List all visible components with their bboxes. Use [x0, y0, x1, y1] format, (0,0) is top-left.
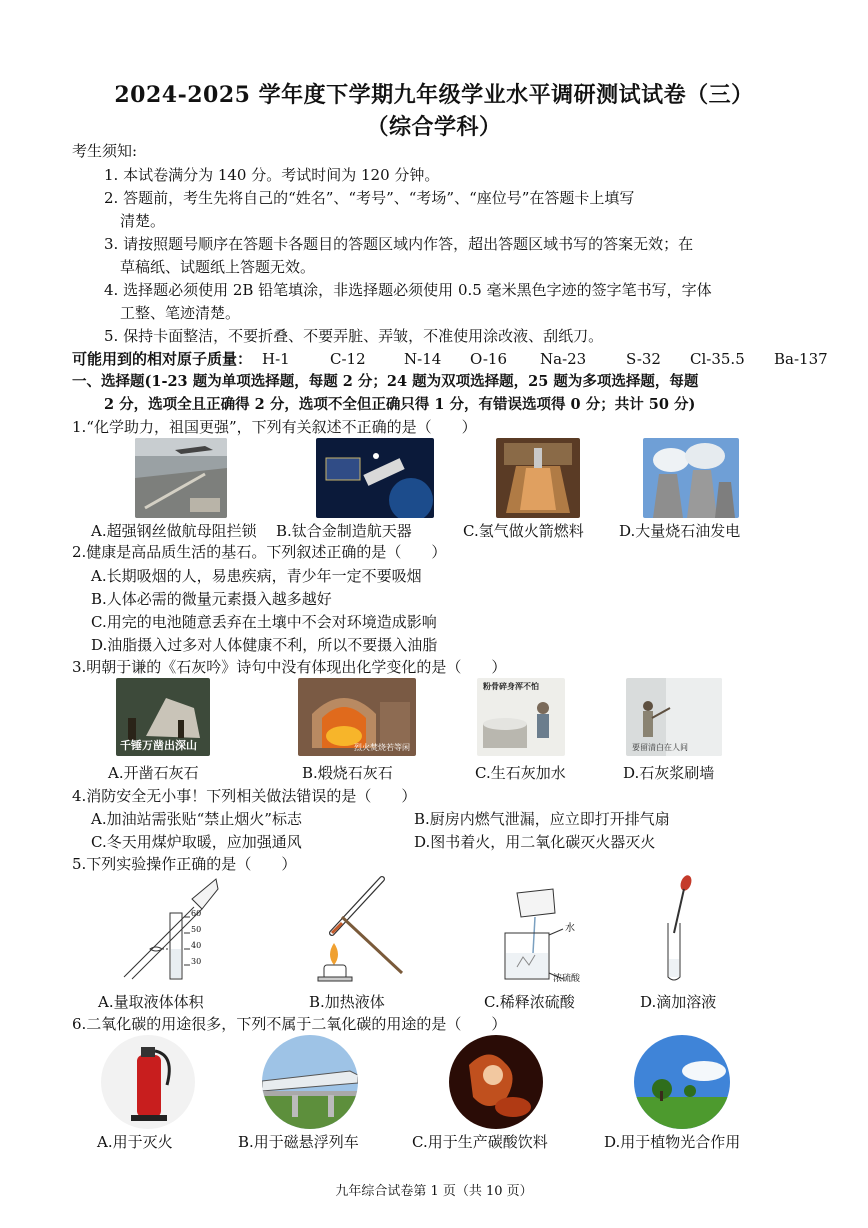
option-q5-d: D.滴加溶液 [640, 993, 717, 1011]
measuring-cylinder-diagram [110, 873, 220, 985]
notice-item: 1. 本试卷满分为 140 分。考试时间为 120 分钟。 [104, 166, 440, 184]
notice-item: 草稿纸、试题纸上答题无效。 [120, 258, 316, 276]
option-q1-c: C.氢气做火箭燃料 [463, 522, 584, 540]
image-caption: 粉骨碎身浑不怕 [483, 681, 539, 691]
scale-label: 40 [191, 941, 202, 950]
option-q3-d: D.石灰浆刷墙 [623, 764, 715, 782]
dropper-diagram [652, 873, 698, 985]
atomic-mass-value: O-16 [470, 350, 508, 368]
atomic-mass-value: N-14 [404, 350, 442, 368]
fire-extinguisher-image [101, 1035, 195, 1129]
option-q5-c: C.稀释浓硫酸 [484, 993, 575, 1011]
question-stem: 5.下列实验操作正确的是（ ） [72, 855, 297, 873]
spacecraft-image [316, 438, 434, 518]
scale-label: 50 [191, 925, 202, 934]
option-q2-b: B.人体必需的微量元素摄入越多越好 [91, 590, 332, 608]
option-q3-b: B.煅烧石灰石 [302, 764, 393, 782]
heating-liquid-diagram [312, 873, 406, 985]
section-heading: 一、选择题(1-23 题为单项选择题，每题 2 分；24 题为双项选择题，25 题为多项选择题，每题 [72, 373, 699, 390]
option-q6-c: C.用于生产碳酸饮料 [412, 1133, 548, 1151]
option-q5-a: A.量取液体体积 [98, 993, 204, 1011]
quarry-image [116, 678, 210, 756]
option-q6-a: A.用于灭火 [97, 1133, 173, 1151]
scale-label: 60 [191, 909, 202, 918]
notice-item: 3. 请按照题号顺序在答题卡各题目的答题区域内作答，超出答题区域书写的答案无效；在 [104, 235, 694, 253]
scale-label: 30 [191, 957, 202, 966]
notice-heading: 考生须知: [72, 142, 138, 160]
option-q3-a: A.开凿石灰石 [108, 764, 199, 782]
plant-photosynthesis-image [634, 1035, 730, 1129]
image-caption: 要留清白在人间 [632, 743, 688, 752]
atomic-mass-value: Cl-35.5 [690, 350, 745, 368]
option-q4-a: A.加油站需张贴“禁止烟火”标志 [91, 810, 302, 828]
notice-item: 5. 保持卡面整洁，不要折叠、不要弄脏、弄皱，不准使用涂改液、刮纸刀。 [104, 327, 604, 345]
question-stem: 3.明朝于谦的《石灰吟》诗句中没有体现出化学变化的是（ ） [72, 658, 507, 676]
atomic-mass-value: S-32 [626, 350, 661, 368]
question-stem: 1.“化学助力，祖国更强”，下列有关叙述不正确的是（ ） [72, 418, 477, 436]
page-footer: 九年综合试卷第 1 页（共 10 页） [335, 1184, 533, 1199]
notice-item: 4. 选择题必须使用 2B 铅笔填涂，非选择题必须使用 0.5 毫米黑色字迹的签字笔书写，字体 [104, 281, 712, 299]
option-q2-a: A.长期吸烟的人，易患疾病，青少年一定不要吸烟 [91, 567, 422, 585]
question-stem: 2.健康是高品质生活的基石。下列叙述正确的是（ ） [72, 543, 447, 561]
option-q6-d: D.用于植物光合作用 [604, 1133, 741, 1151]
aircraft-carrier-image [135, 438, 227, 518]
option-q1-d: D.大量烧石油发电 [619, 522, 741, 540]
option-q1-a: A.超强钢丝做航母阻拦锁 [91, 522, 257, 540]
notice-item: 2. 答题前，考生先将自己的“姓名”、“考号”、“考场”、“座位号”在答题卡上填写 [104, 189, 635, 207]
acid-label: 浓硫酸 [553, 974, 581, 984]
atomic-mass-value: Ba-137 [774, 350, 828, 368]
soda-drink-image [449, 1035, 543, 1129]
maglev-train-image [262, 1035, 358, 1129]
option-q4-d: D.图书着火，用二氧化碳灭火器灭火 [414, 833, 656, 851]
atomic-mass-label: 可能用到的相对原子质量： [72, 350, 253, 368]
power-plant-image [643, 438, 739, 518]
whitewash-image [626, 678, 722, 756]
question-stem: 6.二氧化碳的用途很多，下列不属于二氧化碳的用途的是（ ） [72, 1015, 507, 1033]
option-q1-b: B.钛合金制造航天器 [276, 522, 412, 540]
atomic-mass-value: H-1 [262, 350, 290, 368]
water-label: 水 [565, 923, 575, 934]
option-q2-c: C.用完的电池随意丢弃在土壤中不会对环境造成影响 [91, 613, 437, 631]
option-q6-b: B.用于磁悬浮列车 [238, 1133, 359, 1151]
rocket-engine-image [496, 438, 580, 518]
option-q4-b: B.厨房内燃气泄漏，应立即打开排气扇 [414, 810, 670, 828]
atomic-mass-value: C-12 [330, 350, 366, 368]
page-title: 2024-2025 学年度下学期九年级学业水平调研测试试卷（三） [114, 82, 754, 108]
option-q5-b: B.加热液体 [309, 993, 385, 1011]
option-q2-d: D.油脂摄入过多对人体健康不利，所以不要摄入油脂 [91, 636, 438, 654]
image-caption: 千锤万凿出深山 [120, 739, 197, 752]
quicklime-image [477, 678, 565, 756]
question-stem: 4.消防安全无小事！下列相关做法错误的是（ ） [72, 787, 417, 805]
page-subtitle: （综合学科） [366, 114, 502, 140]
notice-item: 工整、笔迹清楚。 [120, 304, 241, 322]
option-q3-c: C.生石灰加水 [475, 764, 566, 782]
image-caption: 烈火焚烧若等闲 [354, 743, 410, 752]
dilution-diagram [495, 873, 595, 985]
section-heading-cont: 2 分，选项全且正确得 2 分，选项不全但正确只得 1 分，有错误选项得 0 分；共计 50 分) [104, 396, 696, 413]
kiln-image [298, 678, 416, 756]
option-q4-c: C.冬天用煤炉取暖，应加强通风 [91, 833, 302, 851]
notice-item: 清楚。 [120, 212, 166, 230]
atomic-mass-value: Na-23 [540, 350, 587, 368]
